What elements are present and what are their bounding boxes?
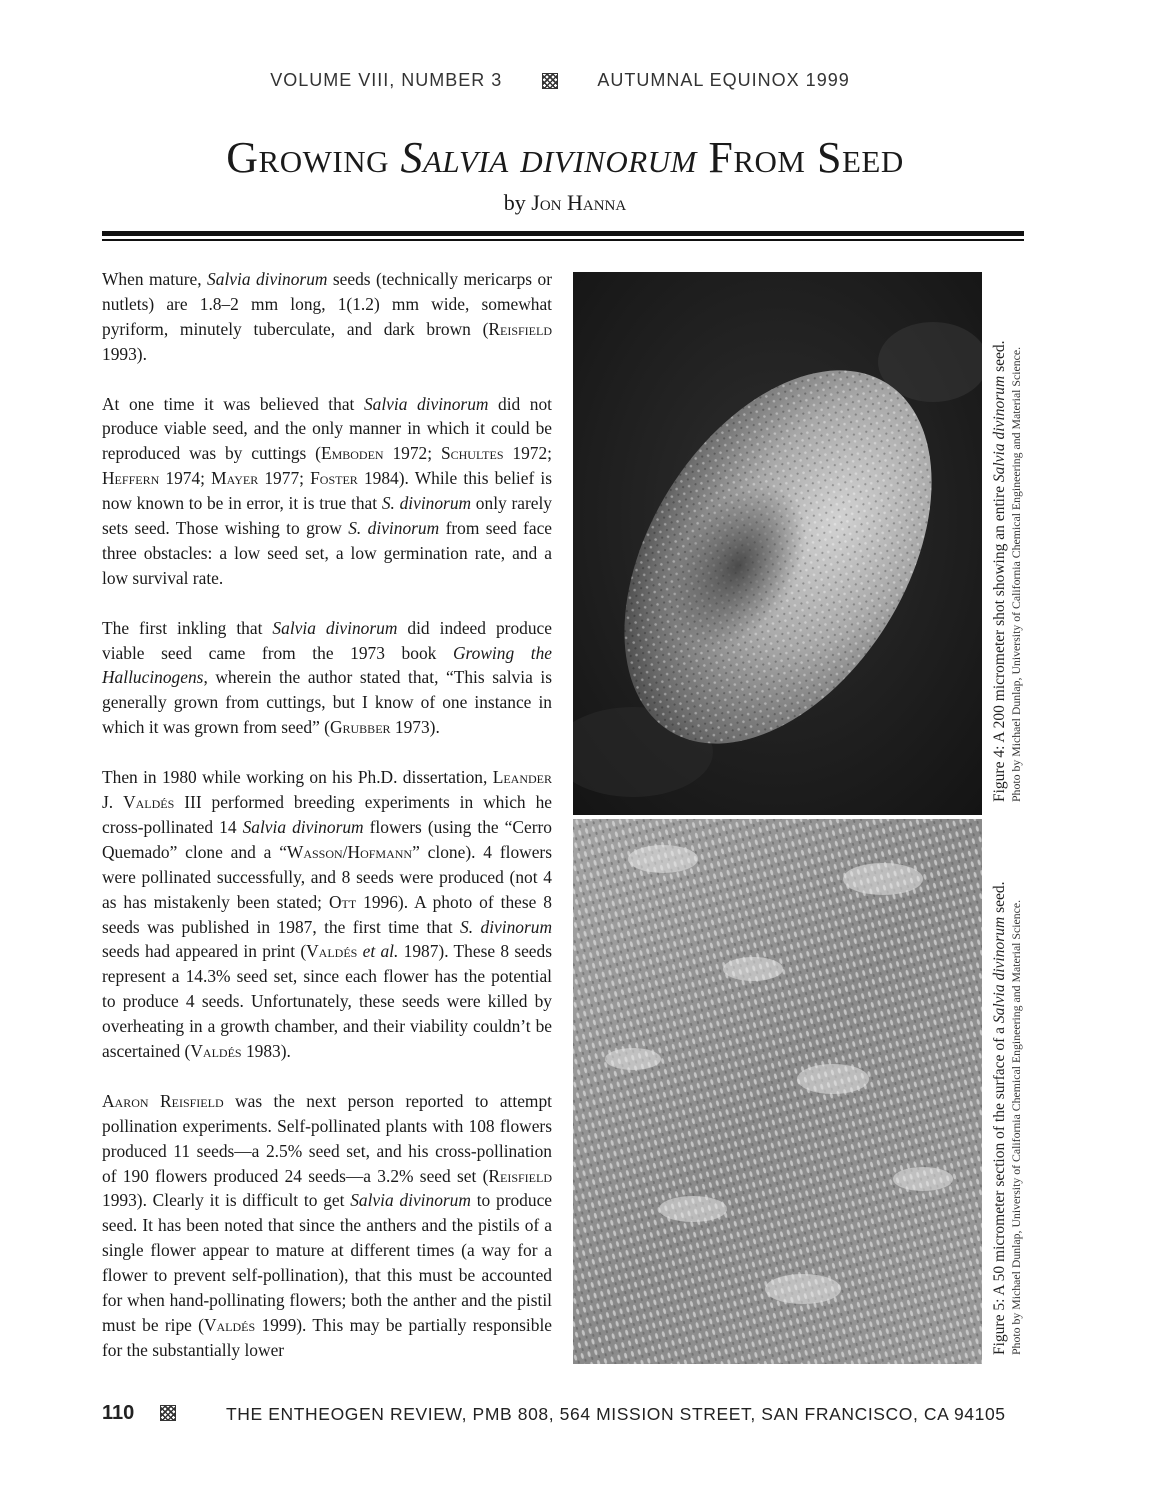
page-number: 110 — [102, 1402, 135, 1424]
figure-4-caption-text: Figure 4: A 200 micrometer shot showing an entire Salvia divinorum seed. — [991, 340, 1008, 802]
article-title — [0, 132, 1130, 183]
byline-prefix: by — [503, 190, 532, 215]
issue-label: AUTUMNAL EQUINOX 1999 — [597, 70, 850, 90]
title-part: Growing — [226, 133, 401, 182]
footer-ornament-icon — [160, 1405, 176, 1421]
title-rule-thin — [102, 239, 1024, 241]
figure-5-photo-credit: Photo by Michael Dunlap, University of California Chemical Engineering and Material Science. — [1009, 899, 1023, 1355]
byline — [0, 190, 1130, 216]
paragraph-5: Aaron Reisfield was the next person reported to attempt pollination experiments. Self-pollinated plants with 108 flowers produced 11 seeds—a 2.5% seed set, and his cross-pollination of 190 flowers produced 24 seeds—a 3.2% seed set (Reisfield 1993). Clearly it is difficult to get Salvia divinorum to produce seed. It has been noted that since the anthers and the pistils of a single flower appear to mature at different times (a way for a flower to prevent self-pollination), that this must be accounted for when hand-pollinating flowers; both the anther and the pistil must be ripe (Valdés 1999). This may be partially responsible for the substantially lower — [102, 1090, 553, 1360]
volume-label: VOLUME VIII, NUMBER 3 — [270, 70, 503, 90]
paragraph-4: Then in 1980 while working on his Ph.D. dissertation, Leander J. Valdés III performed breeding experiments in which he cross-pollinated 14 Salvia divinorum flowers (using the “Cerro Quemado” clone and a “Wasson/Hofmann” clone). 4 flowers were pollinated successfully, and 8 seeds were produced (not 4 as has mistakenly been stated; Ott 1996). A photo of these 8 seeds was published in 1987, the first time that S. divinorum seeds had appeared in print (Valdés et al. 1987). These 8 seeds represent a 14.3% seed set, since each flower has the potential to produce 4 seeds. Unfortunately, these seeds were killed by overheating in a growth chamber, and their viability couldn’t be ascertained (Valdés 1983). — [102, 767, 553, 1062]
running-head — [0, 70, 1120, 91]
figure-4-seed-photo — [573, 272, 982, 815]
figure-5-surface-photo — [573, 819, 982, 1364]
figure-5-caption-text: Figure 5: A 50 micrometer section of the surface of a Salvia divinorum seed. — [991, 881, 1008, 1355]
paragraph-1: When mature, Salvia divinorum seeds (technically mericarps or nutlets) are 1.8–2 mm long, 1(1.2) mm wide, somewhat pyriform, minutely tuberculate, and dark brown (Reisfield 1993). — [102, 269, 553, 364]
figure-5-caption — [990, 825, 1030, 1355]
title-species: Salvia divinorum — [400, 133, 697, 182]
paragraph-3: The first inkling that Salvia divinorum did indeed produce viable seed came from the 1973 book Growing the Hallucinogens, wherein the author stated that, “This salvia is generally grown from cuttings, but I know of one instance in which it was grown from seed” (Grubber 1973). — [102, 617, 553, 738]
title-rule-thick — [102, 231, 1024, 236]
publisher-address: THE ENTHEOGEN REVIEW, PMB 808, 564 MISSION STREET, SAN FRANCISCO, CA 94105 — [226, 1404, 1006, 1424]
figure-4-photo-credit: Photo by Michael Dunlap, University of California Chemical Engineering and Material Science. — [1009, 346, 1023, 802]
author-name: Jon Hanna — [531, 190, 627, 215]
title-part: From Seed — [696, 133, 904, 182]
body-column — [102, 267, 552, 1388]
paragraph-2: At one time it was believed that Salvia divinorum did not produce viable seed, and the only manner in which it could be reproduced was by cuttings (Emboden 1972; Schultes 1972; Heffern 1974; Mayer 1977; Foster 1984). While this belief is now known to be in error, it is true that S. divinorum only rarely sets seed. Those wishing to grow S. divinorum from seed face three obstacles: a low seed set, a low germination rate, and a low survival rate. — [102, 393, 553, 588]
ornament-icon — [542, 73, 558, 89]
figure-4-caption — [990, 272, 1030, 802]
